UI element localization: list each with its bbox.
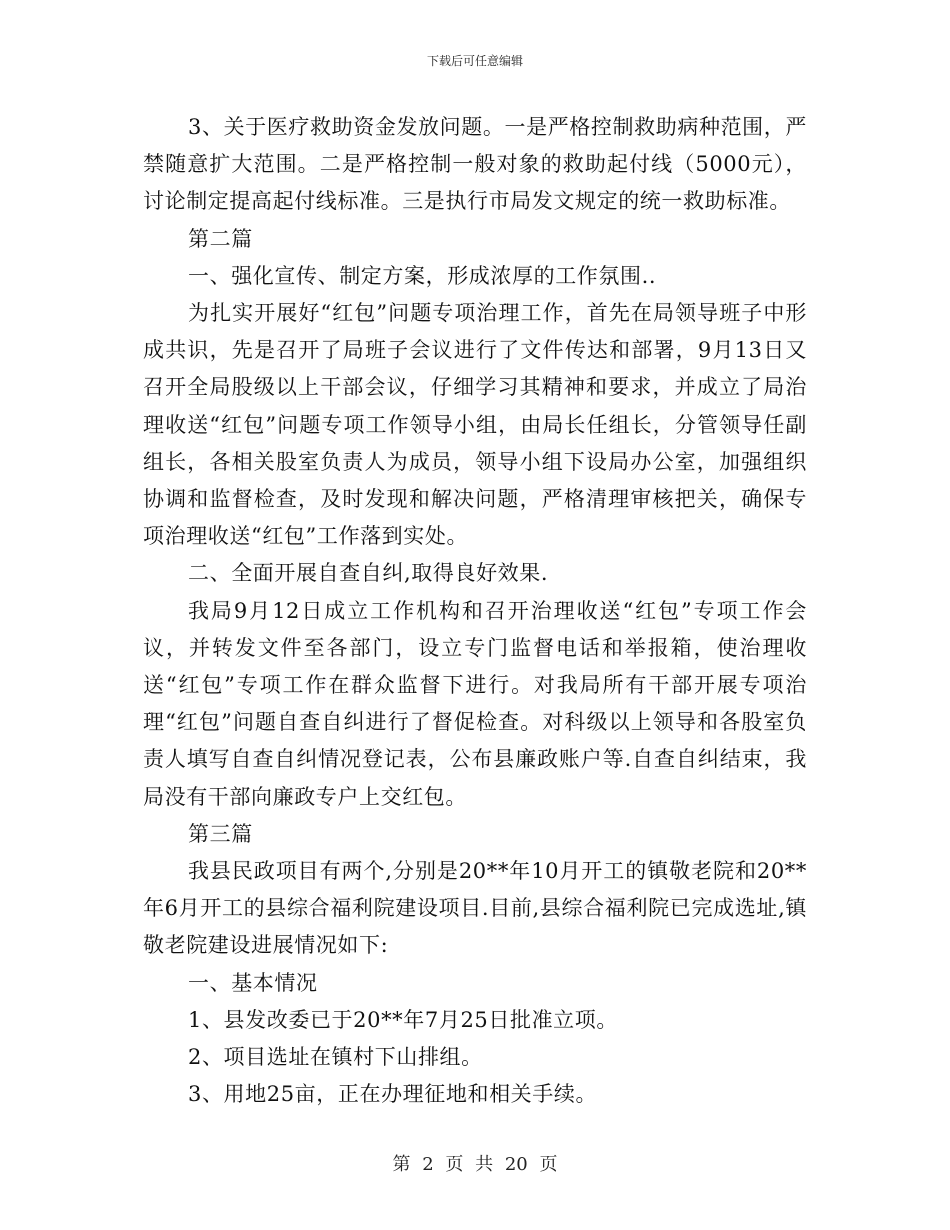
list-item-approval: 1、县发改委已于20**年7月25日批准立项。 [188,1007,618,1032]
document-body [143,109,807,1113]
section-heading-part-two: 第二篇 [188,226,253,251]
paragraph-self-inspection: 我局9月12日成立工作机构和召开治理收送“红包”专项工作会议，并转发文件至各部门，设立专门监督电话和举报箱，使治理收送“红包”专项工作在群众监督下进行。对我局所有干部开展专项治理“红包”问题自查自纠进行了督促检查。对科级以上领导和各股室负责人填写自查自纠情况登记表，公布县廉政账户等.自查自纠结束，我局没有干部向廉政专户上交红包。 [143,598,807,809]
list-item-site: 2、项目选址在镇村下山排组。 [188,1045,483,1070]
subheading-publicity: 一、强化宣传、制定方案，形成浓厚的工作氛围.. [188,263,657,288]
subheading-basic-situation: 一、基本情况 [188,970,318,995]
subheading-self-inspection: 二、全面开展自查自纠,取得良好效果. [188,561,549,586]
list-item-land: 3、用地25亩，正在办理征地和相关手续。 [188,1082,598,1107]
paragraph-medical-aid: 3、关于医疗救助资金发放问题。一是严格控制救助病种范围，严禁随意扩大范围。二是严格控制一般对象的救助起付线（5000元），讨论制定提高起付线标准。三是执行市局发文规定的统一救助标准。 [143,115,807,214]
paragraph-red-envelope-governance: 为扎实开展好“红包”问题专项治理工作，首先在局领导班子中形成共识，先是召开了局班子会议进行了文件传达和部署，9月13日又召开全局股级以上干部会议，仔细学习其精神和要求，并成立了局治理收送“红包”问题专项工作领导小组，由局长任组长，分管领导任副组长，各相关股室负责人为成员，领导小组下设局办公室，加强组织协调和监督检查，及时发现和解决问题，严格清理审核把关，确保专项治理收送“红包”工作落到实处。 [143,301,807,549]
page-header: 下载后可任意编辑 [426,54,523,68]
page-number-footer: 第 2 页 共 20 页 [392,1154,558,1175]
paragraph-civil-projects: 我县民政项目有两个,分别是20**年10月开工的镇敬老院和20**年6月开工的县综合福利院建设项目.目前,县综合福利院已完成选址,镇敬老院建设进展情况如下: [143,859,807,958]
section-heading-part-three: 第三篇 [188,821,253,846]
